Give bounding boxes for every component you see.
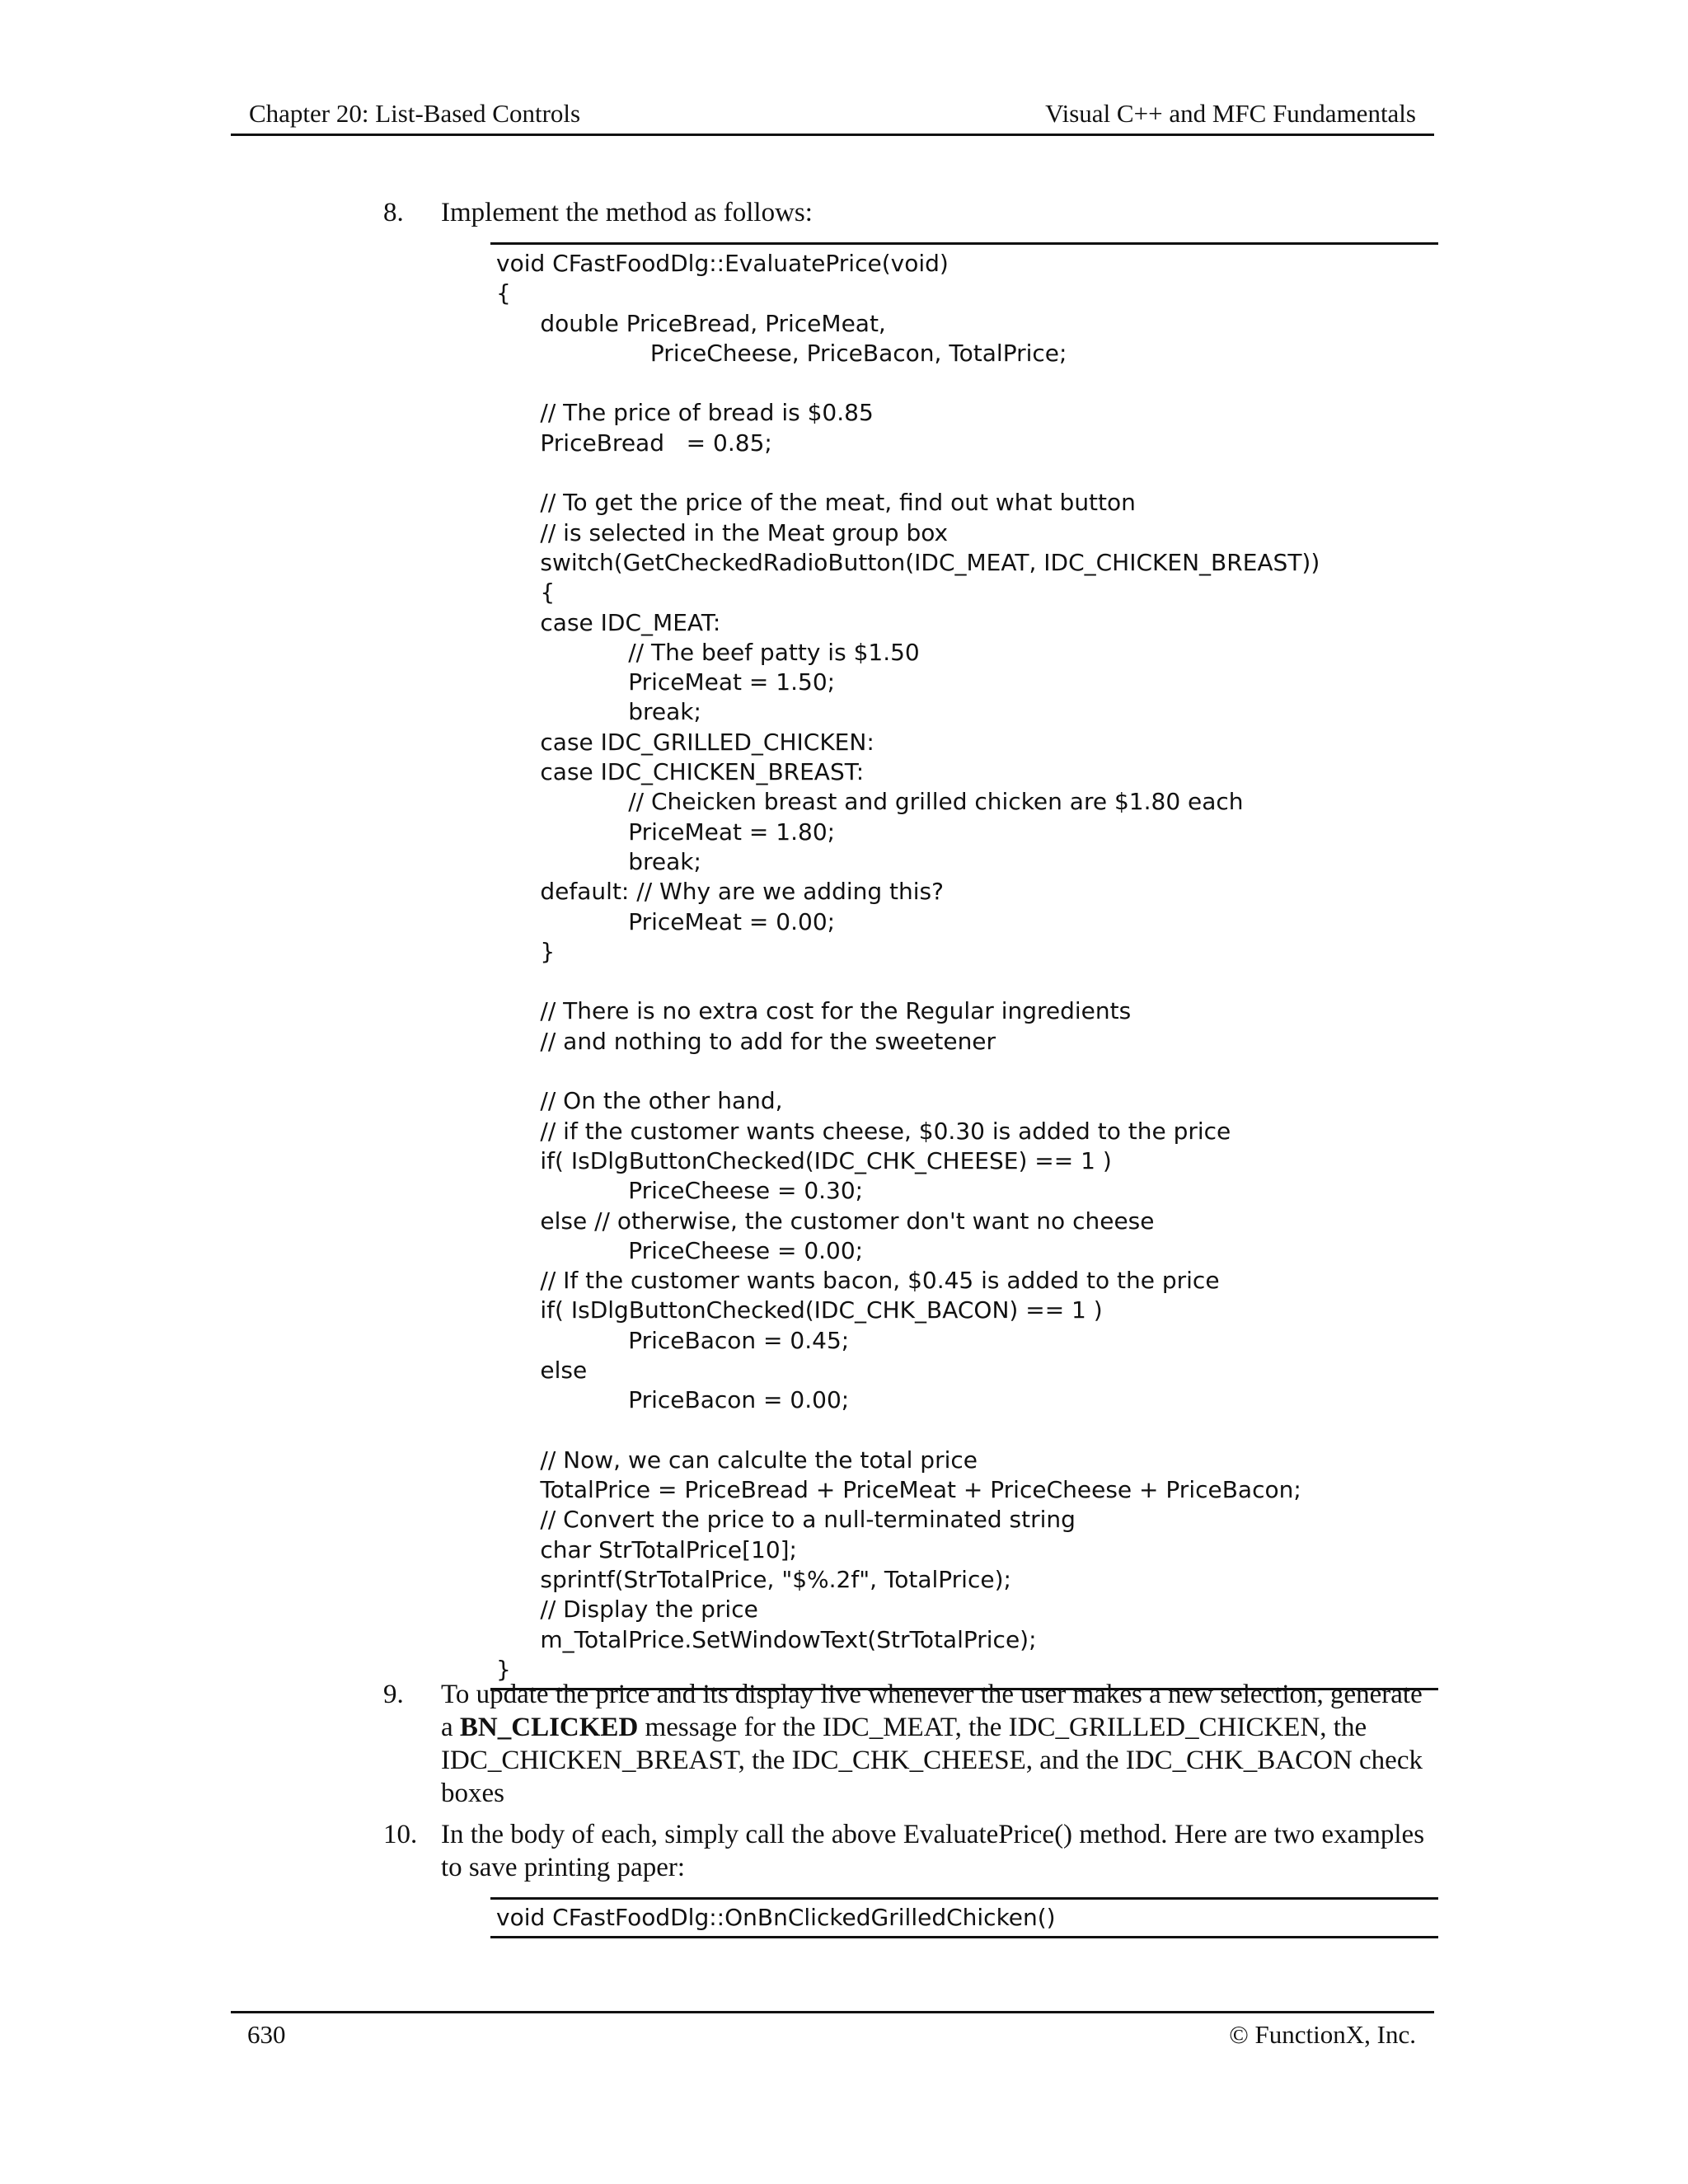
code-listing: void CFastFoodDlg::EvaluatePrice(void) { double PriceBread, PriceMeat, PriceCheese, PriceBacon, TotalPrice; // The price of bread is $0.85 PriceBread = 0.85; // To get the price of the meat, find out what button // is selected in the Meat group box switch(GetCheckedRadioButton(IDC_MEAT, IDC_CHICKEN_BREAST)) { case IDC_MEAT: // The beef patty is $1.50 PriceMeat = 1.50; break; case IDC_GRILLED_CHICKEN: case IDC_CHICKEN_BREAST: // Cheicken breast and grilled chicken are $1.80 each PriceMeat = 1.80; break; default: // Why are we adding this? PriceMeat = 0.00; } // There is no extra cost for the Regular ingredients // and nothing to add for the sweetener // On the other hand, // if the customer wants cheese, $0.30 is added to the price if( IsDlgButtonChecked(IDC_CHK_CHEESE) == 1 ) PriceCheese = 0.30; else // otherwise, the customer don't want no cheese PriceCheese = 0.00; // If the customer wants bacon, $0.45 is added to the price if( IsDlgButtonChecked(IDC_CHK_BACON) == 1 ) PriceBacon = 0.45; else PriceBacon = 0.00; // Now, we can calculte the total price TotalPrice = PriceBread + PriceMeat + PriceCheese + PriceBacon; // Convert the price to a null-terminated string char StrTotalPrice[10]; sprintf(StrTotalPrice, "$%.2f", TotalPrice); // Display the price m_TotalPrice.SetWindowText(StrTotalPrice); } [496, 250, 1320, 1683]
step-text: In the body of each, simply call the above EvaluatePrice() method. Here are two examples to save printing paper: [441, 1820, 1425, 1882]
code-block-on-bn-clicked [490, 1897, 1438, 1938]
step-9 [383, 1678, 1438, 1810]
step-number: 8. [383, 198, 404, 227]
step-number: 9. [383, 1680, 404, 1709]
step-10 [383, 1818, 1438, 1884]
step-text-b: message for the IDC_MEAT, the IDC_GRILLED_CHICKEN, the IDC_CHICKEN_BREAST, the IDC_CHK_CHEESE, and the IDC_CHK_BACON check boxes [441, 1713, 1423, 1808]
code-listing: void CFastFoodDlg::OnBnClickedGrilledChicken() [496, 1904, 1056, 1931]
step-number: 10. [383, 1820, 418, 1849]
book-title: Visual C++ and MFC Fundamentals [1045, 99, 1416, 128]
step-text: Implement the method as follows: [441, 198, 813, 227]
code-block-evaluate-price [490, 242, 1438, 1690]
step-text-a: To update the price and its display live whenever the user makes a new selection, generate a [441, 1680, 1423, 1742]
step-8 [383, 196, 1438, 229]
page-number: 630 [247, 2020, 286, 2049]
copyright: © FunctionX, Inc. [1229, 2020, 1416, 2049]
bn-clicked-term: BN_CLICKED [459, 1713, 639, 1742]
chapter-title: Chapter 20: List-Based Controls [249, 99, 581, 128]
page-footer [231, 2011, 1434, 2049]
page-header [231, 97, 1434, 136]
